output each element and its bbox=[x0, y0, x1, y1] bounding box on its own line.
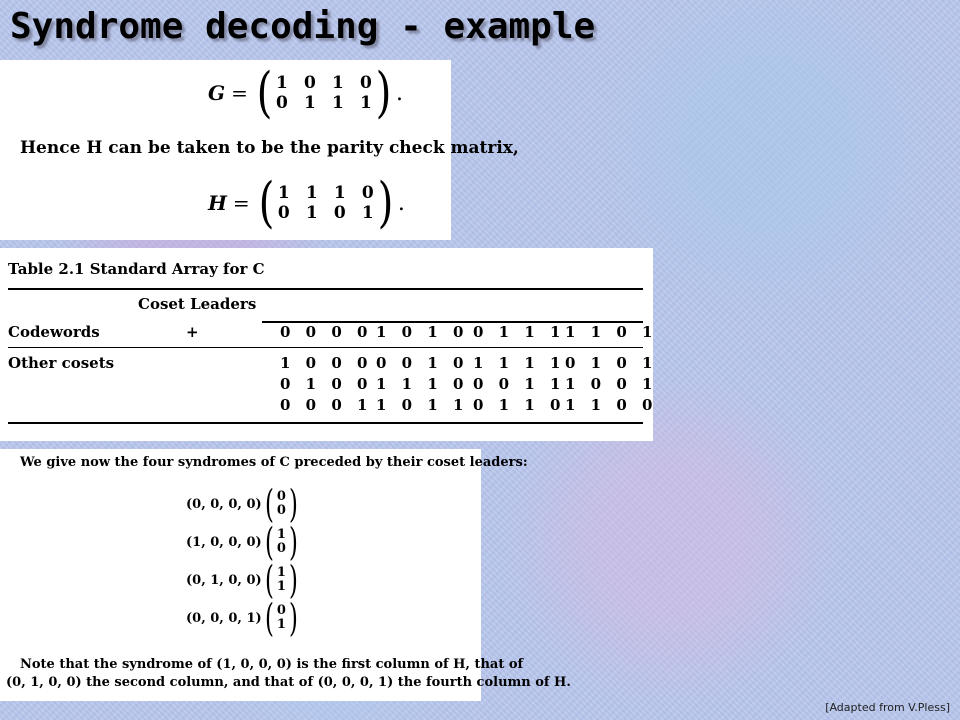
credit-note: [Adapted from V.Pless] bbox=[825, 701, 950, 714]
table-rule-bottom bbox=[8, 422, 643, 424]
syndrome-vector bbox=[262, 482, 301, 526]
left-paren: ( bbox=[264, 520, 274, 564]
right-paren: ) bbox=[288, 482, 298, 526]
matrix-cell: 1 bbox=[305, 183, 318, 203]
matrix-panel bbox=[0, 60, 519, 240]
other-cosets-label: Other cosets bbox=[8, 354, 115, 372]
matrix-cell: 1 bbox=[305, 203, 318, 223]
syndrome-bit: 1 bbox=[276, 617, 286, 632]
coset-entry: 0 1 0 0 bbox=[280, 375, 373, 393]
syndrome-bit: 0 bbox=[276, 503, 286, 518]
syndromes-panel bbox=[0, 449, 571, 701]
matrix-cell: 1 bbox=[360, 93, 372, 113]
standard-array-panel bbox=[0, 248, 658, 441]
syndrome-vector bbox=[262, 558, 301, 602]
matrix-g-end: . bbox=[396, 80, 404, 106]
coset-entry: 1 1 0 0 bbox=[565, 396, 658, 414]
matrix-h-label: H bbox=[208, 191, 227, 215]
coset-entry: 0 0 0 1 bbox=[280, 396, 373, 414]
syndrome-bit: 0 bbox=[276, 603, 286, 618]
coset-entry: 0 0 1 1 bbox=[473, 375, 566, 393]
syndrome-bit: 1 bbox=[276, 527, 286, 542]
matrix-cell: 1 bbox=[333, 183, 346, 203]
left-paren: ( bbox=[258, 171, 275, 234]
syndrome-bit: 0 bbox=[276, 541, 286, 556]
matrix-cell: 1 bbox=[332, 73, 344, 93]
coset-entry: 0 0 1 0 bbox=[376, 354, 469, 372]
matrix-h-end: . bbox=[397, 190, 405, 216]
codeword: 0 1 1 1 bbox=[473, 323, 566, 341]
matrix-cell: 1 bbox=[276, 73, 288, 93]
matrix-h-grid bbox=[277, 183, 375, 223]
coset-leader: (0, 1, 0, 0) bbox=[186, 573, 262, 588]
syndromes-intro: We give now the four syndromes of C preceded by their coset leaders: bbox=[20, 455, 528, 470]
right-paren: ) bbox=[288, 558, 298, 602]
right-paren: ) bbox=[377, 171, 394, 234]
matrix-cell: 0 bbox=[304, 73, 316, 93]
syndrome-bit: 1 bbox=[276, 565, 286, 580]
left-paren: ( bbox=[256, 61, 273, 124]
right-paren: ) bbox=[375, 61, 392, 124]
matrix-g-grid bbox=[275, 73, 373, 113]
coset-leader: (1, 0, 0, 0) bbox=[186, 535, 262, 550]
coset-leader: (0, 0, 0, 0) bbox=[186, 497, 262, 512]
note-line-1: Note that the syndrome of (1, 0, 0, 0) is the first column of H, that of bbox=[20, 657, 524, 672]
syndrome-bit: 0 bbox=[276, 489, 286, 504]
left-paren: ( bbox=[264, 596, 274, 640]
matrix-cell: 1 bbox=[332, 93, 344, 113]
left-paren: ( bbox=[264, 558, 274, 602]
table-rule-top bbox=[8, 288, 643, 290]
codeword: 1 0 1 0 bbox=[376, 323, 469, 341]
matrix-g-equals: = bbox=[231, 81, 248, 105]
table-title: Table 2.1 Standard Array for C bbox=[8, 260, 265, 278]
syndrome-vector bbox=[262, 596, 301, 640]
matrix-cell: 1 bbox=[304, 93, 316, 113]
coset-entry: 0 1 0 1 bbox=[565, 354, 658, 372]
coset-entry: 1 0 1 1 bbox=[376, 396, 469, 414]
matrix-cell: 0 bbox=[276, 93, 288, 113]
codeword: 1 1 0 1 bbox=[565, 323, 658, 341]
matrix-h bbox=[208, 171, 405, 234]
hence-text: Hence H can be taken to be the parity check matrix, bbox=[20, 138, 519, 158]
page-title: Syndrome decoding - example bbox=[10, 6, 596, 47]
table-rule-middle bbox=[8, 347, 643, 348]
codeword: 0 0 0 0 bbox=[280, 323, 373, 341]
coset-entry: 0 1 1 0 bbox=[473, 396, 566, 414]
codewords-label: Codewords bbox=[8, 323, 100, 341]
coset-entry: 1 0 0 1 bbox=[565, 375, 658, 393]
matrix-g-label: G bbox=[208, 81, 226, 105]
note-line-2: (0, 1, 0, 0) the second column, and that of (0, 0, 0, 1) the fourth column of H. bbox=[6, 675, 571, 690]
coset-entry: 1 0 0 0 bbox=[280, 354, 373, 372]
coset-leaders-header: Coset Leaders bbox=[138, 295, 257, 313]
matrix-cell: 1 bbox=[361, 203, 374, 223]
right-paren: ) bbox=[288, 596, 298, 640]
matrix-cell: 0 bbox=[333, 203, 346, 223]
syndrome-bit: 1 bbox=[276, 579, 286, 594]
coset-entry: 1 1 1 0 bbox=[376, 375, 469, 393]
right-paren: ) bbox=[288, 520, 298, 564]
matrix-cell: 0 bbox=[360, 73, 372, 93]
syndrome-vector bbox=[262, 520, 301, 564]
coset-leader: (0, 0, 0, 1) bbox=[186, 611, 262, 626]
left-paren: ( bbox=[264, 482, 274, 526]
plus-sign: + bbox=[186, 323, 199, 341]
coset-entry: 1 1 1 1 bbox=[473, 354, 566, 372]
matrix-cell: 1 bbox=[277, 183, 290, 203]
matrix-cell: 0 bbox=[361, 183, 374, 203]
matrix-cell: 0 bbox=[277, 203, 290, 223]
matrix-h-equals: = bbox=[232, 191, 250, 215]
matrix-g bbox=[208, 61, 404, 124]
